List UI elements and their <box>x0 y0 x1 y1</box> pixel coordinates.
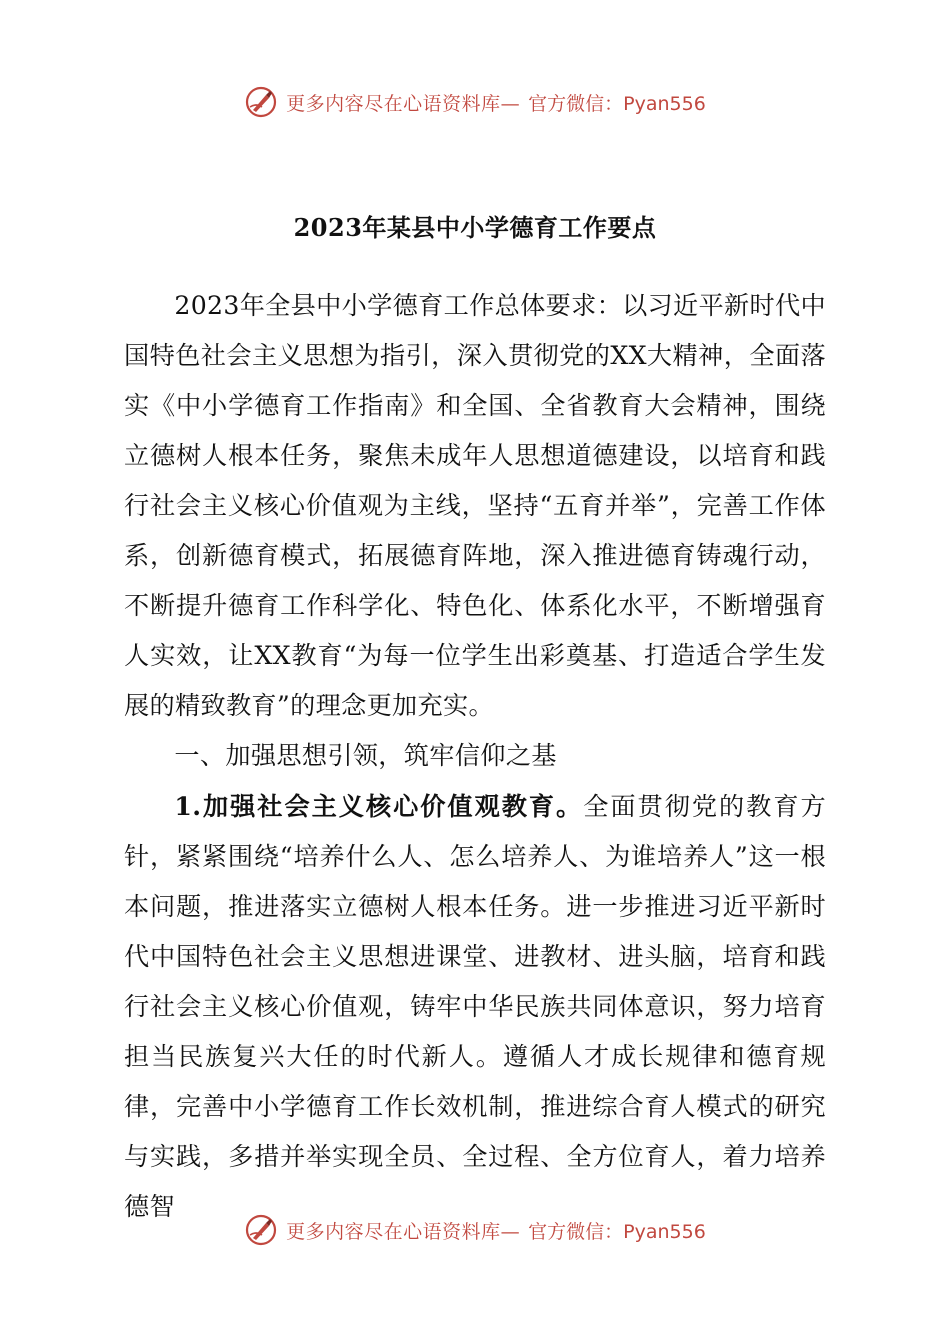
footer-banner <box>0 1210 950 1250</box>
header-promo-text: 更多内容尽在心语资料库— <box>286 92 521 115</box>
item-lead: 1.加强社会主义核心价值观教育。 <box>174 791 584 821</box>
item-body: 全面贯彻党的教育方针，紧紧围绕“培养什么人、怎么培养人、为谁培养人”这一根本问题，推进落实立德树人根本任务。进一步推进习近平新时代中国特色社会主义思想进课堂、进教材、进头脑，培育和践行社会主义核心价值观，铸牢中华民族共同体意识，努力培育担当民族复兴大任的时代新人。遵循人才成长规律和德育规律，完善中小学德育工作长效机制，推进综合育人模式的研究与实践，多措并举实现全员、全过程、全方位育人，着力培养德智 <box>124 792 826 1221</box>
header-wechat-text: 官方微信：Pyan556 <box>528 92 706 115</box>
footer-promo-text: 更多内容尽在心语资料库— <box>286 1220 521 1243</box>
document-title: 2023年某县中小学德育工作要点 <box>293 213 657 242</box>
pen-logo-icon <box>244 1213 278 1247</box>
pen-logo-icon <box>244 85 278 119</box>
section-heading: 一、加强思想引领，筑牢信仰之基 <box>174 741 557 770</box>
header-banner <box>0 82 950 122</box>
item-paragraph <box>124 781 826 1232</box>
footer-wechat-text: 官方微信：Pyan556 <box>528 1220 706 1243</box>
document-body <box>124 281 826 1232</box>
intro-paragraph: 2023年全县中小学德育工作总体要求：以习近平新时代中国特色社会主义思想为指引，深入贯彻党的XX大精神，全面落实《中小学德育工作指南》和全国、全省教育大会精神，围绕立德树人根本任务，聚焦未成年人思想道德建设，以培育和践行社会主义核心价值观为主线，坚持“五育并举”，完善工作体系，创新德育模式，拓展德育阵地，深入推进德育铸魂行动，不断提升德育工作科学化、特色化、体系化水平，不断增强育人实效，让XX教育“为每一位学生出彩奠基、打造适合学生发展的精致教育”的理念更加充实。 <box>124 291 826 720</box>
